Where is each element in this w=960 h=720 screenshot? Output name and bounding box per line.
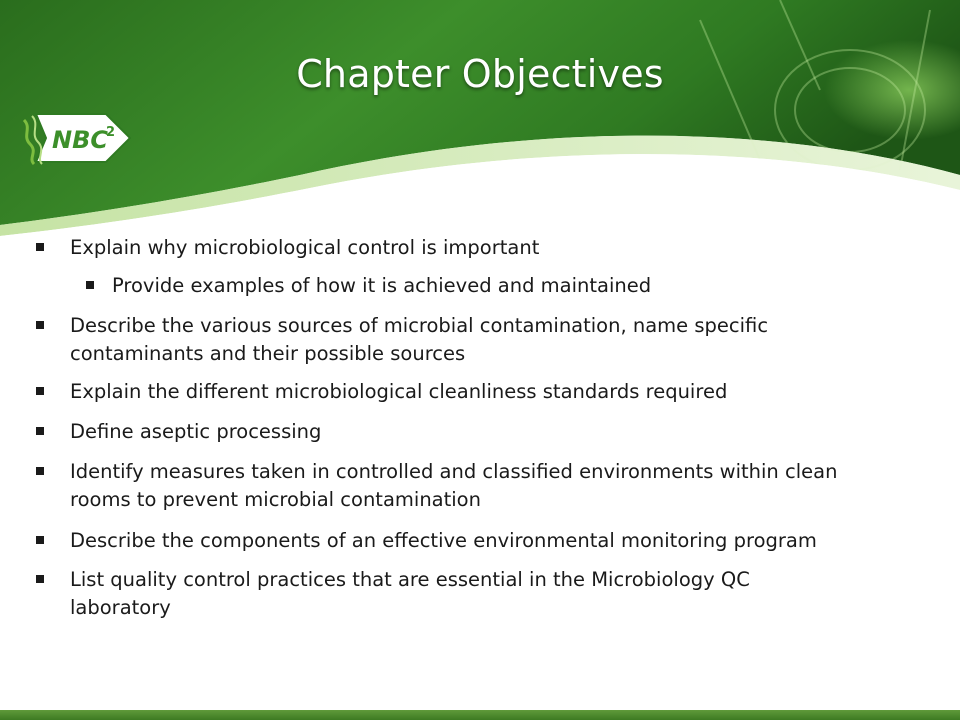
bullet-square-icon: [36, 467, 44, 475]
bullet-text-continued: laboratory: [70, 596, 171, 619]
bullet-item: [70, 566, 750, 622]
nbc2-logo: [18, 106, 136, 170]
bullet-square-icon: [36, 536, 44, 544]
bullet-item: [70, 527, 817, 555]
bullet-text: Explain the different microbiological cleanliness standards required: [70, 380, 728, 403]
bullet-square-icon: [36, 575, 44, 583]
bullet-item: [112, 272, 651, 300]
svg-text:2: 2: [106, 125, 116, 140]
bullet-item: [70, 378, 727, 406]
bullet-square-icon: [36, 321, 44, 329]
slide-title: Chapter Objectives: [296, 52, 664, 96]
bullet-square-icon: [36, 427, 44, 435]
bullet-square-icon: [36, 243, 44, 251]
bullet-text: Define aseptic processing: [70, 420, 322, 443]
bullet-item: [70, 418, 321, 446]
bullet-text: Identify measures taken in controlled and classified environments within clean: [70, 460, 838, 483]
bullet-text: Describe the various sources of microbial contamination, name specific: [70, 314, 769, 337]
footer-bar: [0, 710, 960, 720]
bullet-square-icon: [86, 281, 94, 289]
bullet-text: Explain why microbiological control is important: [70, 236, 540, 259]
svg-text:NBC: NBC: [52, 126, 108, 154]
bullet-text-continued: contaminants and their possible sources: [70, 342, 466, 365]
bullet-text: Provide examples of how it is achieved and maintained: [112, 274, 652, 297]
header-banner: [0, 0, 960, 240]
bullet-text: List quality control practices that are essential in the Microbiology QC: [70, 568, 750, 591]
bullet-square-icon: [36, 387, 44, 395]
bullet-text-continued: rooms to prevent microbial contamination: [70, 488, 481, 511]
bullet-text: Describe the components of an effective environmental monitoring program: [70, 529, 817, 552]
bullet-item: [70, 458, 837, 514]
bullet-item: [70, 312, 768, 368]
bullet-item: [70, 234, 539, 262]
